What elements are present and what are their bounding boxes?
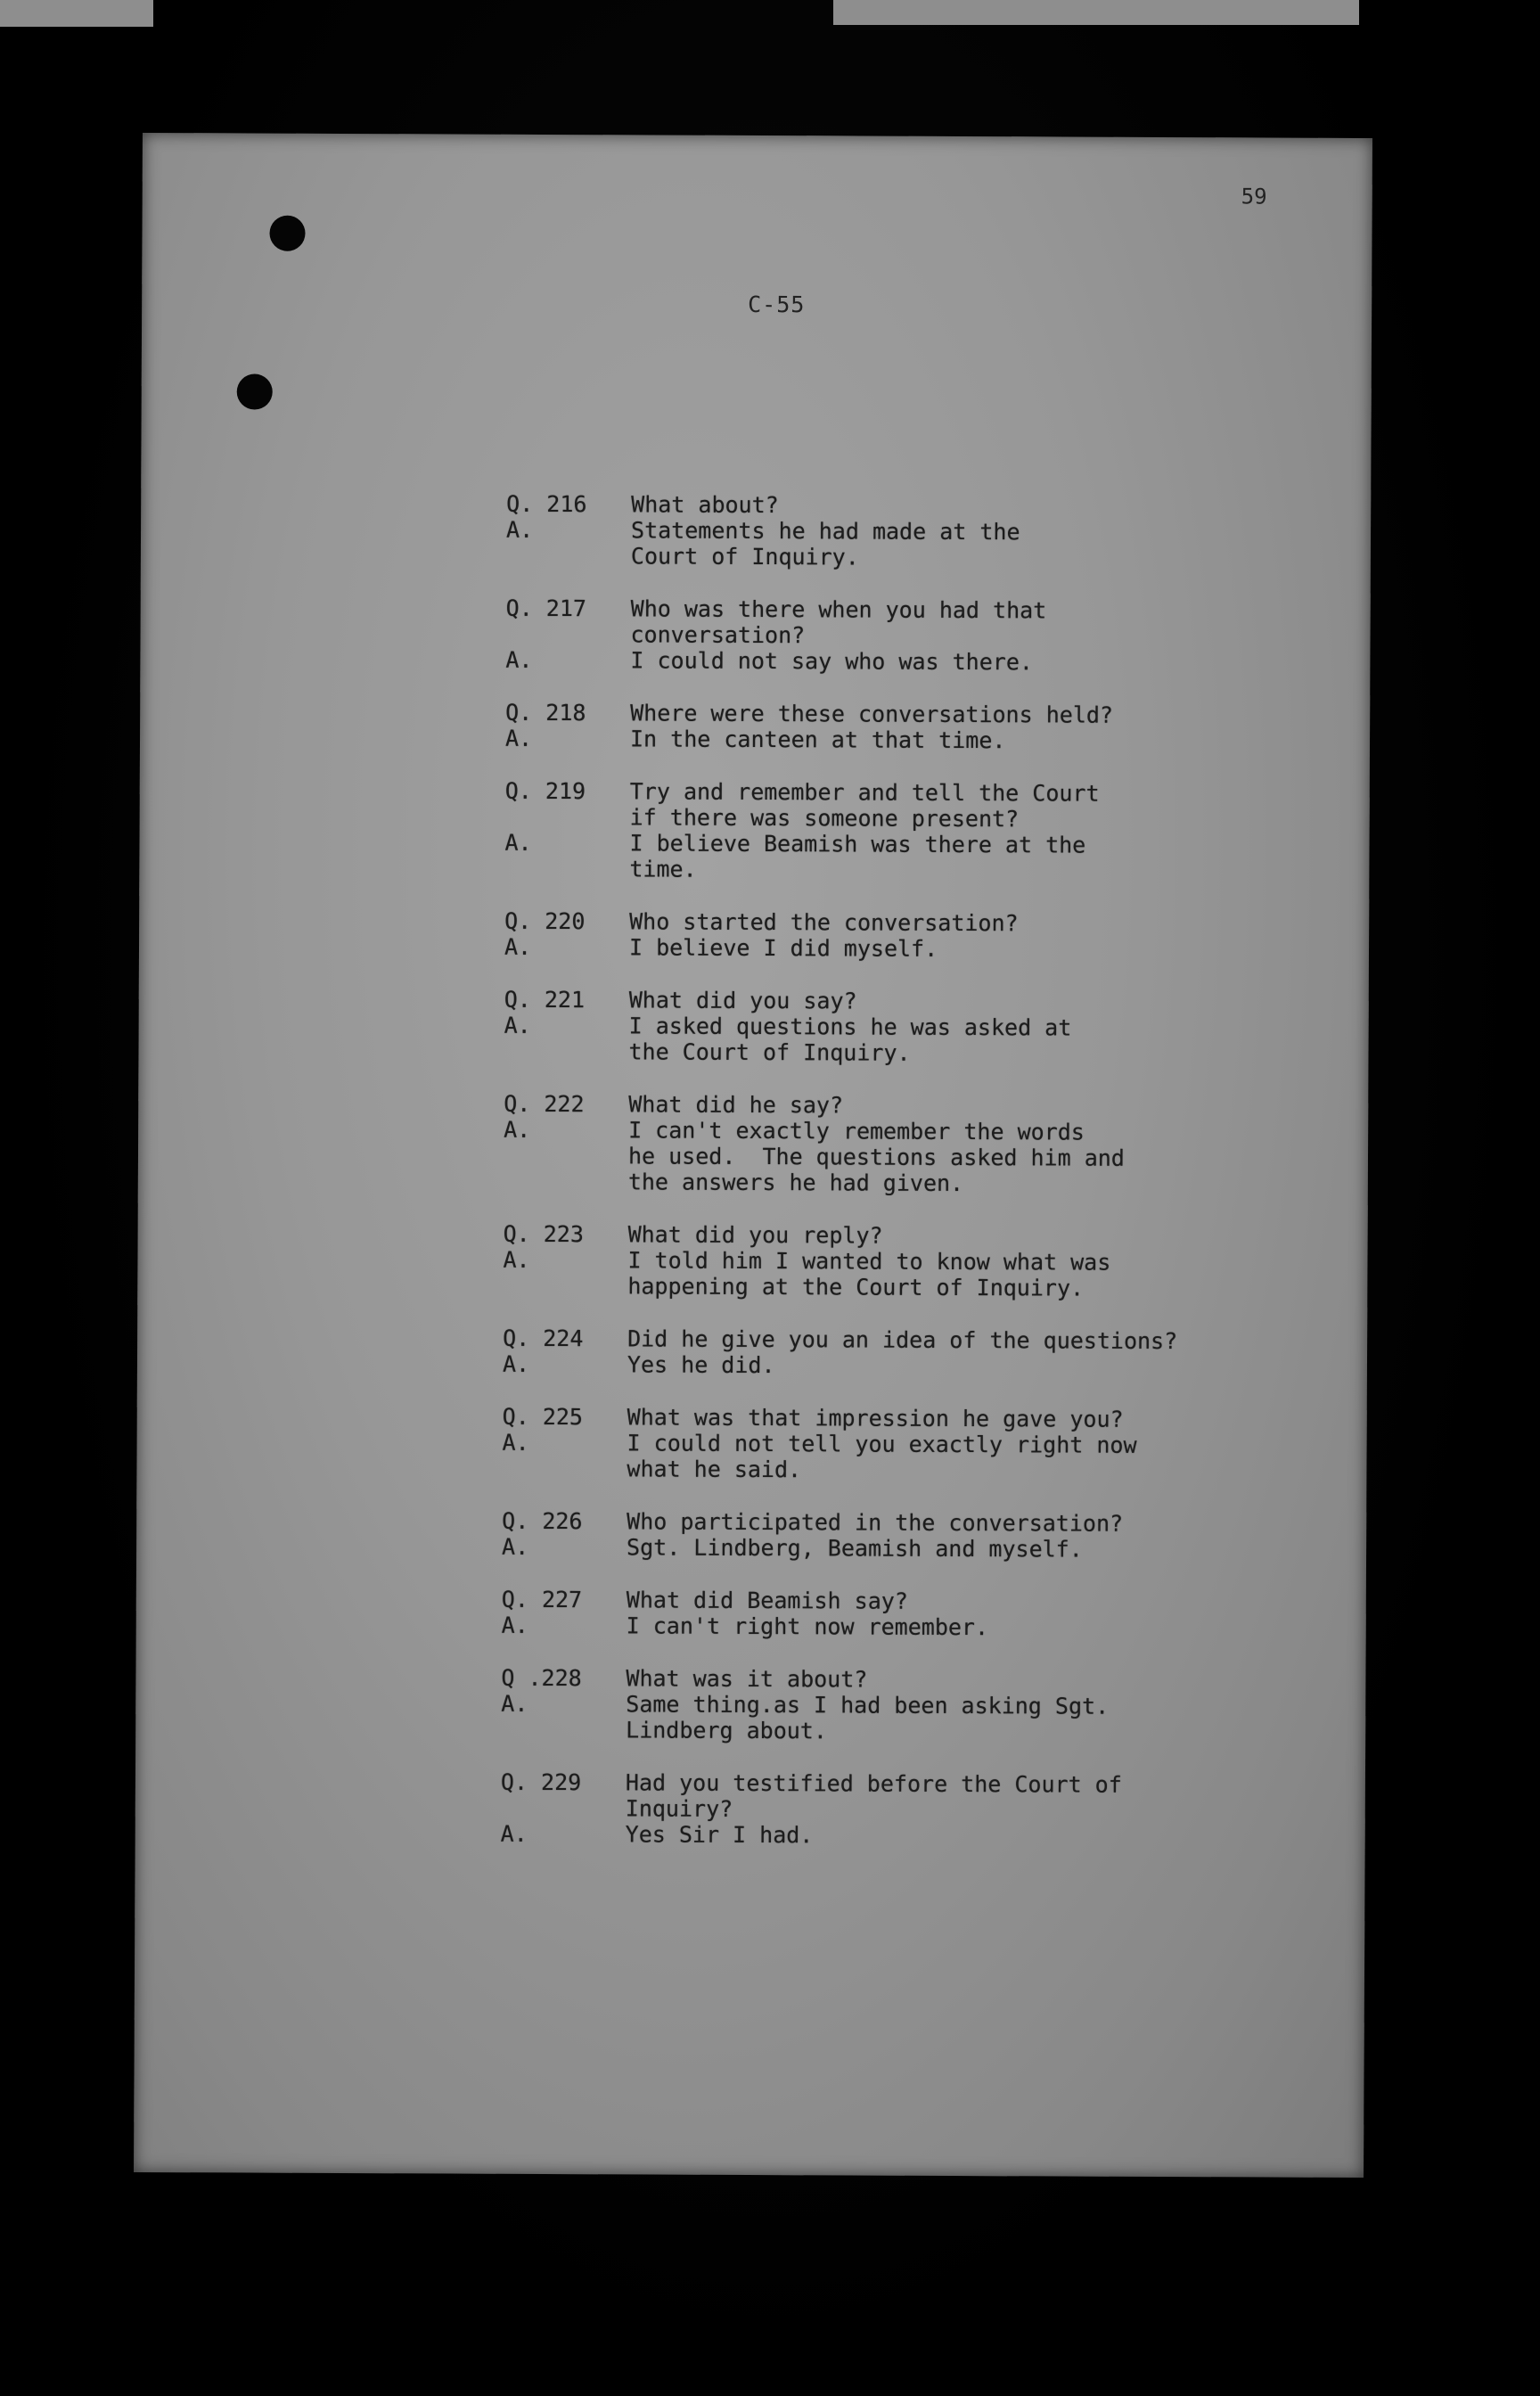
- answer-text: In the canteen at that time.: [629, 726, 1006, 754]
- answer-marker: A.: [501, 1612, 528, 1638]
- question-number: Q. 218: [505, 699, 586, 726]
- question-text: What did he say?: [628, 1091, 844, 1119]
- answer-line: [504, 1013, 1307, 1042]
- answer-marker: A.: [504, 933, 532, 960]
- question-text: Who was there when you had that: [630, 595, 1047, 624]
- question-line: [505, 700, 1307, 729]
- qa-entry: [501, 1665, 1303, 1746]
- question-number: Q. 221: [504, 986, 586, 1013]
- answer-marker: A.: [504, 1012, 531, 1038]
- answer-text: happening at the Court of Inquiry.: [627, 1273, 1085, 1301]
- answer-text: Lindberg about.: [626, 1717, 828, 1744]
- answer-line: [503, 1351, 1305, 1381]
- question-line: [502, 1587, 1304, 1616]
- answer-line: [501, 1717, 1303, 1746]
- answer-marker: A.: [504, 1116, 531, 1143]
- answer-marker: [504, 856, 629, 882]
- question-text: What was that impression he gave you?: [627, 1404, 1124, 1432]
- answer-text: Yes he did.: [627, 1351, 775, 1379]
- qa-entry: [501, 1769, 1303, 1850]
- answer-line: [506, 517, 1308, 546]
- answer-marker: A.: [502, 1429, 529, 1456]
- answer-marker: A.: [505, 516, 534, 543]
- testimony-list: [500, 491, 1308, 1877]
- answer-marker: [504, 1038, 628, 1065]
- question-number: Q. 229: [500, 1768, 582, 1796]
- answer-marker: [502, 1456, 627, 1482]
- answer-text: Yes Sir I had.: [625, 1821, 814, 1849]
- answer-marker: [501, 1717, 626, 1744]
- question-text: if there was someone present?: [629, 804, 1020, 833]
- answer-marker: A.: [501, 1690, 528, 1717]
- qa-entry: [505, 700, 1307, 755]
- answer-text: I can't right now remember.: [626, 1612, 989, 1641]
- question-line: [501, 1665, 1303, 1694]
- answer-line: [504, 1038, 1306, 1068]
- question-text: Try and remember and tell the Court: [629, 778, 1100, 807]
- question-text: Who participated in the conversation?: [627, 1508, 1124, 1537]
- answer-line: [503, 1273, 1305, 1302]
- qa-entry: [504, 1091, 1306, 1198]
- question-line: [506, 491, 1308, 521]
- qa-entry: [504, 778, 1307, 885]
- answer-marker: [504, 1169, 628, 1195]
- answer-text: I told him I wanted to know what was: [627, 1247, 1111, 1276]
- answer-line: [504, 856, 1307, 885]
- answer-text: I could not tell you exactly right now: [627, 1430, 1137, 1458]
- punch-hole: [237, 373, 273, 409]
- answer-text: I believe Beamish was there at the: [629, 830, 1086, 858]
- answer-marker: A.: [503, 1246, 530, 1273]
- question-text: What did you reply?: [627, 1221, 883, 1249]
- document-page: [134, 133, 1372, 2178]
- question-line: [505, 621, 1307, 651]
- qa-entry: [506, 491, 1308, 572]
- question-line: [505, 804, 1307, 833]
- question-number: Q. 220: [504, 907, 586, 935]
- question-line: [504, 908, 1307, 938]
- answer-text: Sgt. Lindberg, Beamish and myself.: [627, 1534, 1083, 1563]
- answer-line: [505, 647, 1307, 677]
- answer-line: [502, 1612, 1304, 1642]
- question-text: Did he give you an idea of the questions?: [627, 1325, 1178, 1355]
- answer-line: [503, 1430, 1305, 1459]
- punch-hole: [269, 216, 305, 251]
- qa-entry: [503, 1221, 1305, 1302]
- answer-text: time.: [629, 856, 697, 882]
- document-code: C-55: [748, 291, 806, 318]
- answer-marker: A.: [502, 1533, 529, 1560]
- question-number: Q. 217: [505, 595, 587, 622]
- answer-text: he used. The questions asked him and: [627, 1143, 1125, 1171]
- question-number: Q. 223: [503, 1220, 584, 1248]
- answer-line: [504, 1117, 1306, 1146]
- answer-line: [504, 830, 1307, 859]
- question-line: [504, 1221, 1306, 1251]
- qa-entry: [502, 1508, 1304, 1563]
- answer-line: [502, 1534, 1304, 1563]
- question-text: What was it about?: [626, 1665, 868, 1693]
- answer-text: the Court of Inquiry.: [628, 1038, 911, 1066]
- question-text: Had you testified before the Court of: [625, 1769, 1122, 1798]
- answer-line: [506, 543, 1308, 572]
- answer-marker: A.: [502, 1350, 530, 1377]
- answer-marker: [506, 543, 631, 570]
- question-text: What about?: [631, 491, 779, 519]
- question-text: Inquiry?: [625, 1795, 733, 1822]
- question-number: Q. 227: [501, 1586, 583, 1613]
- question-number: Q. 225: [502, 1403, 584, 1431]
- question-number: Q .228: [501, 1664, 582, 1692]
- answer-marker: A.: [504, 829, 532, 856]
- answer-text: I asked questions he was asked at: [628, 1013, 1072, 1041]
- answer-marker: A.: [500, 1820, 528, 1847]
- answer-text: Statements he had made at the: [630, 517, 1020, 546]
- question-text: What did Beamish say?: [626, 1587, 908, 1614]
- question-text: conversation?: [630, 621, 806, 649]
- answer-marker: A.: [504, 725, 533, 751]
- question-line: [503, 1325, 1305, 1355]
- question-line: [501, 1795, 1303, 1825]
- qa-entry: [504, 987, 1306, 1068]
- answer-line: [504, 1169, 1306, 1198]
- question-line: [505, 778, 1307, 808]
- qa-entry: [505, 595, 1307, 677]
- question-number: Q. 216: [506, 490, 587, 518]
- question-number: [505, 621, 630, 648]
- question-number: Q. 226: [502, 1507, 583, 1535]
- answer-text: Same thing.as I had been asking Sgt.: [626, 1691, 1110, 1719]
- qa-entry: [503, 1325, 1305, 1381]
- answer-line: [501, 1691, 1303, 1720]
- qa-entry: [504, 908, 1307, 964]
- answer-text: Court of Inquiry.: [630, 543, 859, 570]
- answer-text: I can't exactly remember the words: [628, 1117, 1085, 1145]
- answer-marker: [504, 1143, 628, 1169]
- question-line: [502, 1508, 1304, 1538]
- page-number: 59: [1241, 184, 1267, 209]
- qa-entry: [502, 1404, 1304, 1485]
- answer-line: [502, 1456, 1304, 1485]
- question-line: [503, 1404, 1305, 1433]
- question-text: Where were these conversations held?: [630, 700, 1114, 728]
- answer-text: I could not say who was there.: [630, 647, 1034, 676]
- answer-line: [504, 1143, 1306, 1172]
- question-number: [501, 1795, 626, 1822]
- adjacent-page-scrap: [0, 0, 153, 27]
- answer-marker: [503, 1273, 627, 1300]
- question-text: What did you say?: [628, 987, 857, 1014]
- answer-line: [504, 934, 1307, 964]
- question-number: [505, 804, 630, 831]
- answer-line: [505, 726, 1307, 755]
- question-number: Q. 222: [504, 1090, 585, 1118]
- answer-text: what he said.: [627, 1456, 802, 1483]
- answer-marker: A.: [505, 646, 533, 673]
- answer-text: the answers he had given.: [627, 1169, 964, 1197]
- answer-line: [503, 1247, 1305, 1276]
- answer-text: I believe I did myself.: [628, 934, 938, 962]
- answer-line: [501, 1821, 1303, 1850]
- question-line: [504, 1091, 1306, 1120]
- question-number: Q. 219: [504, 777, 586, 805]
- question-line: [506, 595, 1308, 625]
- qa-entry: [502, 1587, 1304, 1642]
- question-line: [501, 1769, 1303, 1799]
- question-line: [504, 987, 1307, 1016]
- question-text: Who started the conversation?: [629, 908, 1019, 937]
- adjacent-page-scrap: [833, 0, 1359, 25]
- question-number: Q. 224: [503, 1325, 584, 1352]
